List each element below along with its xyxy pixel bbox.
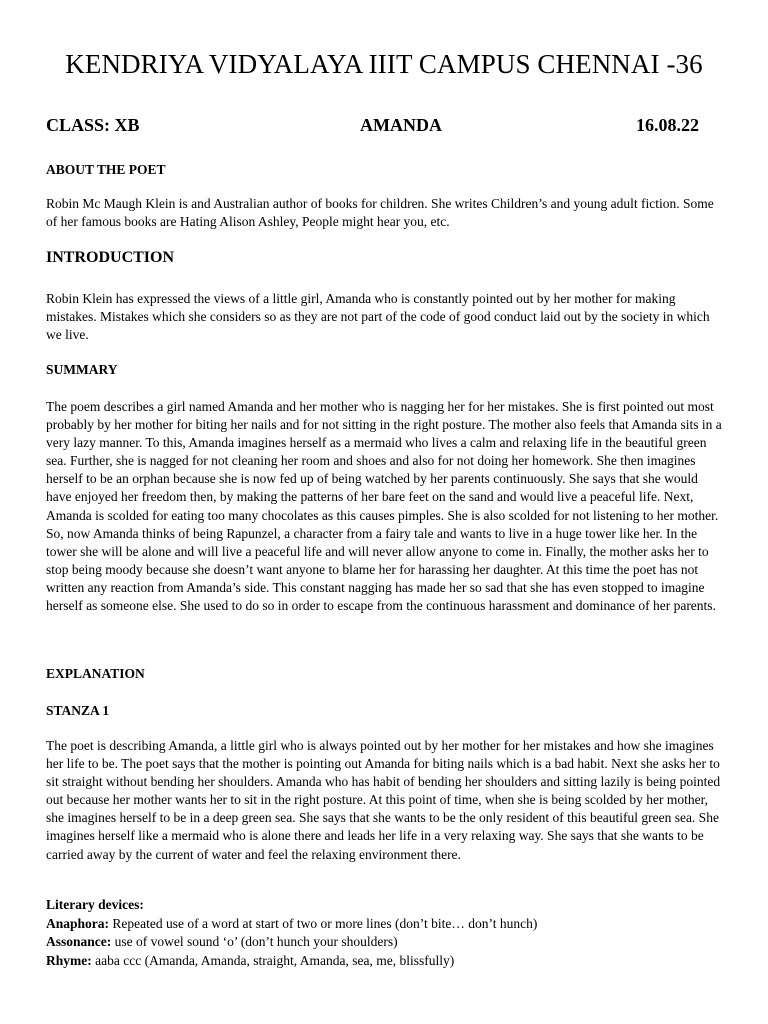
school-title: KENDRIYA VIDYALAYA IIIT CAMPUS CHENNAI -36 [65, 49, 703, 79]
device-rhyme [46, 952, 722, 971]
explanation-heading: EXPLANATION [46, 666, 145, 681]
device-assonance [46, 933, 722, 952]
about-paragraph: Robin Mc Maugh Klein is and Australian author of books for children. She writes Children’s and young adult fiction. Some of her famous books are Hating Alison Ashley, People might hear you, etc. [46, 196, 714, 230]
about-heading: ABOUT THE POET [46, 162, 166, 177]
device-term: Assonance: [46, 934, 112, 950]
device-text: use of vowel sound ‘o’ (don’t hunch your shoulders) [111, 934, 398, 950]
device-text: aaba ccc (Amanda, Amanda, straight, Amanda, sea, me, blissfully) [91, 952, 455, 968]
summary-paragraph: The poem describes a girl named Amanda and her mother who is nagging her for her mistakes. She is first pointed out most probably by her mother for biting her nails and for not sitting in the right posture. The mother also feels that Amanda sits in a very lazy manner. To this, Amanda imagines herself as a mermaid who lives a calm and relaxing life in the beautiful green sea. Further, she is nagged for not cleaning her room and shoes and also for not doing her homework. She then imagines herself to be an orphan because she is now fed up of being watched by her parents continuously. She says that she would have enjoyed her freedom then, by making the patterns of her bare feet on the sand and would live a peaceful life. Next, Amanda is scolded for eating too many chocolates as this causes pimples. She is also scolded for not listening to her mother. So, now Amanda thinks of being Rapunzel, a character from a fairy tale and wants to live in a huge tower like her. In the tower she will be alone and will live a peaceful life and will never allow anyone to come in. Finally, the mother asks her to stop being moody because she doesn’t want anyone to blame her for harassing her daughter. At this time the poet has not written any reaction from Amanda’s side. This constant nagging has made her so sad that she has even stopped to imagine herself as someone else. She used to do so in order to escape from the continuous harassment and dominance of her parents. [46, 399, 722, 614]
stanza1-paragraph: The poet is describing Amanda, a little girl who is always pointed out by her mother for her mistakes and how she imagines her life to be. The poet says that the mother is pointing out Amanda for biting nails which is a bad habit. Next she asks her to sit straight without bending her shoulders. Amanda who has habit of bending her shoulders and sitting lazily is being pointed out because her mother wants her to sit in the right posture. At this point of time, when she is being scolded by her mother, she imagines herself to be in a deep green sea. She says that she wants to be the only resident of this beautiful green sea. She imagines herself like a mermaid who is alone there and leads her life in a very relaxing way. She says that she wants to be carried away by the current of water and feel the relaxing environment there. [46, 738, 721, 862]
literary-devices-heading: Literary devices: [46, 897, 144, 912]
summary-heading: SUMMARY [46, 362, 118, 377]
device-term: Rhyme: [46, 952, 92, 968]
intro-heading: INTRODUCTION [46, 249, 175, 266]
device-anaphora [46, 915, 722, 934]
device-text: Repeated use of a word at start of two or more lines (don’t bite… don’t hunch) [109, 915, 538, 931]
topic-title: AMANDA [360, 115, 442, 135]
device-term: Anaphora: [46, 915, 110, 931]
date-label: 16.08.22 [636, 115, 699, 135]
meta-row [46, 115, 726, 137]
stanza1-heading: STANZA 1 [46, 703, 110, 718]
intro-paragraph: Robin Klein has expressed the views of a little girl, Amanda who is constantly pointed out by her mother for making mistakes. Mistakes which she considers so as they are not part of the code of good conduct laid out by the society in which we live. [46, 291, 710, 343]
literary-devices [46, 896, 722, 970]
class-label: CLASS: XB [46, 115, 140, 135]
